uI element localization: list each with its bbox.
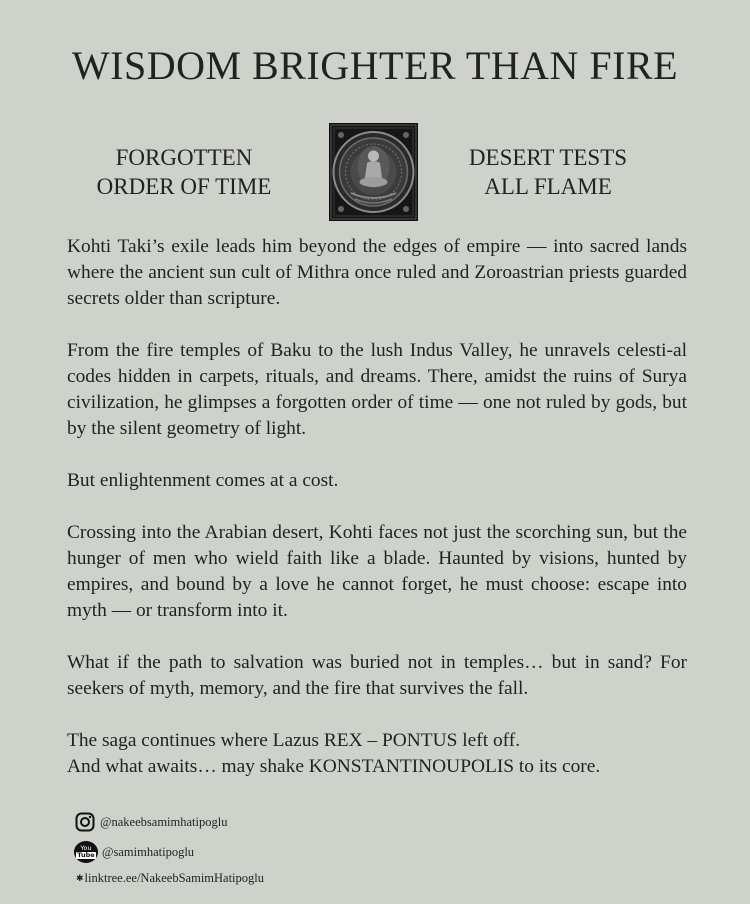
paragraph-exile: Kohti Taki’s exile leads him beyond the edges of empire — into sacred lands where the ancient sun cult of Mithra once ruled and Zoroastrian priests guarded secrets older than scripture. — [67, 236, 687, 309]
youtube-badge-bottom: Tube — [77, 851, 95, 859]
youtube-badge-top: You — [80, 844, 92, 852]
closing-line1: The saga continues where Lazus REX – PONTUS left off. — [67, 730, 521, 751]
paragraph-closing — [67, 728, 687, 780]
left-subtitle-line2: ORDER OF TIME — [96, 174, 272, 199]
paragraph-desert: Crossing into the Arabian desert, Kohti faces not just the scorching sun, but the hunger of men who wield faith like a blade. Haunted by visions, hunted by empires, and bound by a love he cannot forget, he must choose: escape into myth — or transform into it. — [67, 522, 687, 621]
instagram-icon — [74, 811, 96, 833]
linktree-link[interactable] — [76, 871, 264, 886]
right-subtitle-line2: ALL FLAME — [484, 174, 612, 199]
instagram-handle: @nakeebsamimhatipoglu — [100, 814, 228, 829]
closing-line2: And what awaits… may shake KONSTANTINOUPOLIS to its core. — [67, 756, 601, 777]
meditating-figure-medallion-icon — [329, 123, 418, 221]
instagram-link[interactable] — [74, 811, 227, 833]
right-subtitle — [428, 143, 668, 201]
linktree-url: linktree.ee/NakeebSamimHatipoglu — [84, 871, 265, 885]
left-subtitle — [64, 143, 304, 201]
paragraph-fire-temples: From the fire temples of Baku to the lush Indus Valley, he unravels celesti-al codes hidden in carpets, rituals, and dreams. There, amidst the ruins of Surya civilization, he glimpses a forgotten order of time — one not ruled by gods, but by the silent geometry of light. — [67, 340, 687, 439]
page-title: WISDOM BRIGHTER THAN FIRE — [71, 43, 679, 88]
left-subtitle-line1: FORGOTTEN — [115, 145, 253, 170]
youtube-link[interactable] — [74, 841, 194, 863]
paragraph-salvation: What if the path to salvation was buried not in temples… but in sand? For seekers of myth, memory, and the fire that survives the fall. — [67, 652, 687, 699]
blurb — [67, 234, 687, 806]
youtube-icon — [74, 841, 98, 863]
right-subtitle-line1: DESERT TESTS — [468, 145, 628, 170]
paragraph-enlightenment: But enlightenment comes at a cost. — [67, 470, 339, 491]
linktree-icon: ✱ — [76, 873, 84, 884]
youtube-handle: @samimhatipoglu — [102, 844, 195, 859]
